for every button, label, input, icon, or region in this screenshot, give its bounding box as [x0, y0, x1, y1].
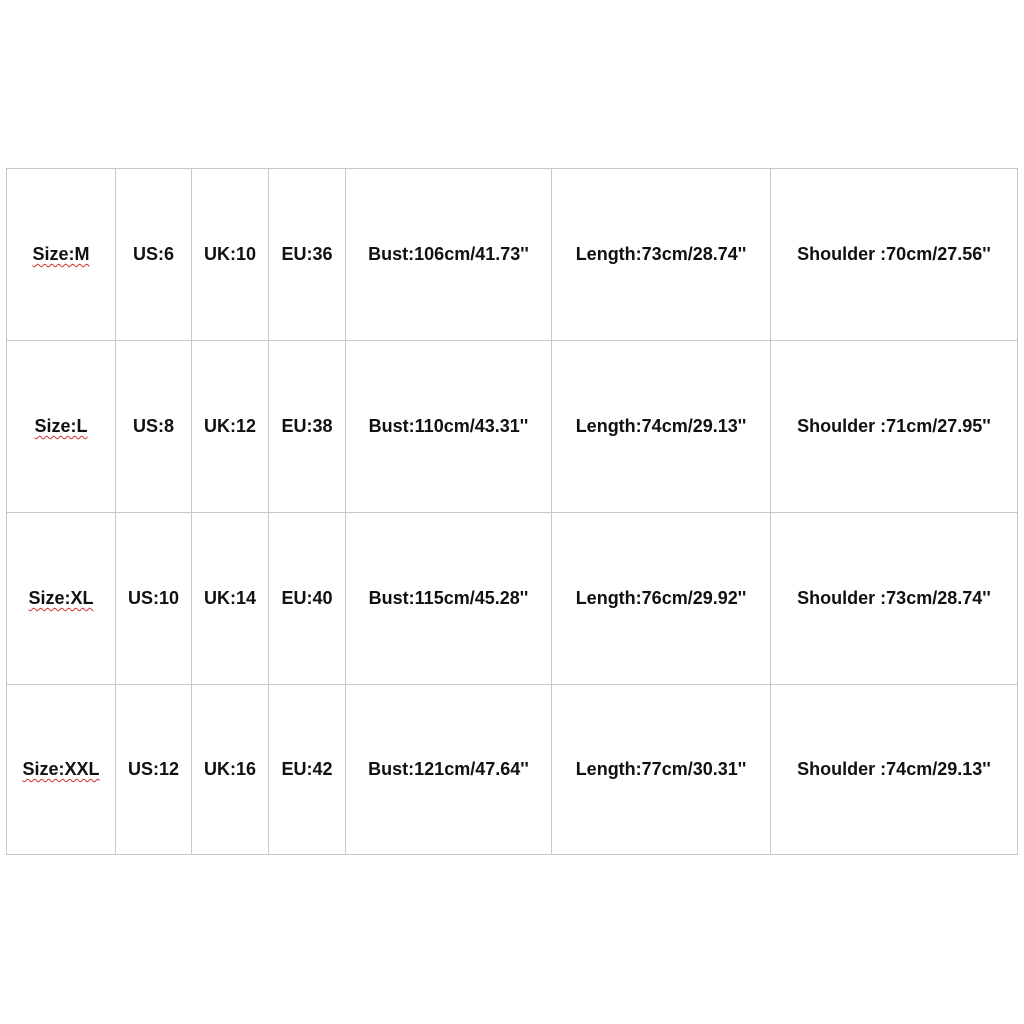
size-cell	[7, 169, 116, 341]
length-cell: Length:77cm/30.31''	[552, 685, 771, 855]
size-cell	[7, 341, 116, 513]
shoulder-cell: Shoulder :71cm/27.95''	[771, 341, 1018, 513]
size-cell	[7, 513, 116, 685]
bust-cell: Bust:106cm/41.73''	[346, 169, 552, 341]
table-row	[7, 169, 1018, 341]
size-label: Size:XL	[28, 588, 94, 608]
table-row	[7, 685, 1018, 855]
length-cell: Length:76cm/29.92''	[552, 513, 771, 685]
shoulder-cell: Shoulder :74cm/29.13''	[771, 685, 1018, 855]
bust-cell: Bust:110cm/43.31''	[346, 341, 552, 513]
eu-size-cell: EU:36	[269, 169, 346, 341]
table-row	[7, 341, 1018, 513]
uk-size-cell: UK:14	[192, 513, 269, 685]
size-label: Size:L	[34, 416, 88, 436]
eu-size-cell: EU:42	[269, 685, 346, 855]
us-size-cell: US:10	[116, 513, 192, 685]
size-cell	[7, 685, 116, 855]
uk-size-cell: UK:10	[192, 169, 269, 341]
length-cell: Length:73cm/28.74''	[552, 169, 771, 341]
size-label: Size:M	[32, 244, 90, 264]
us-size-cell: US:6	[116, 169, 192, 341]
uk-size-cell: UK:16	[192, 685, 269, 855]
table-row	[7, 513, 1018, 685]
size-chart-table	[6, 168, 1018, 855]
shoulder-cell: Shoulder :70cm/27.56''	[771, 169, 1018, 341]
bust-cell: Bust:121cm/47.64''	[346, 685, 552, 855]
uk-size-cell: UK:12	[192, 341, 269, 513]
bust-cell: Bust:115cm/45.28''	[346, 513, 552, 685]
shoulder-cell: Shoulder :73cm/28.74''	[771, 513, 1018, 685]
length-cell: Length:74cm/29.13''	[552, 341, 771, 513]
us-size-cell: US:8	[116, 341, 192, 513]
us-size-cell: US:12	[116, 685, 192, 855]
size-label: Size:XXL	[22, 759, 100, 779]
eu-size-cell: EU:40	[269, 513, 346, 685]
eu-size-cell: EU:38	[269, 341, 346, 513]
